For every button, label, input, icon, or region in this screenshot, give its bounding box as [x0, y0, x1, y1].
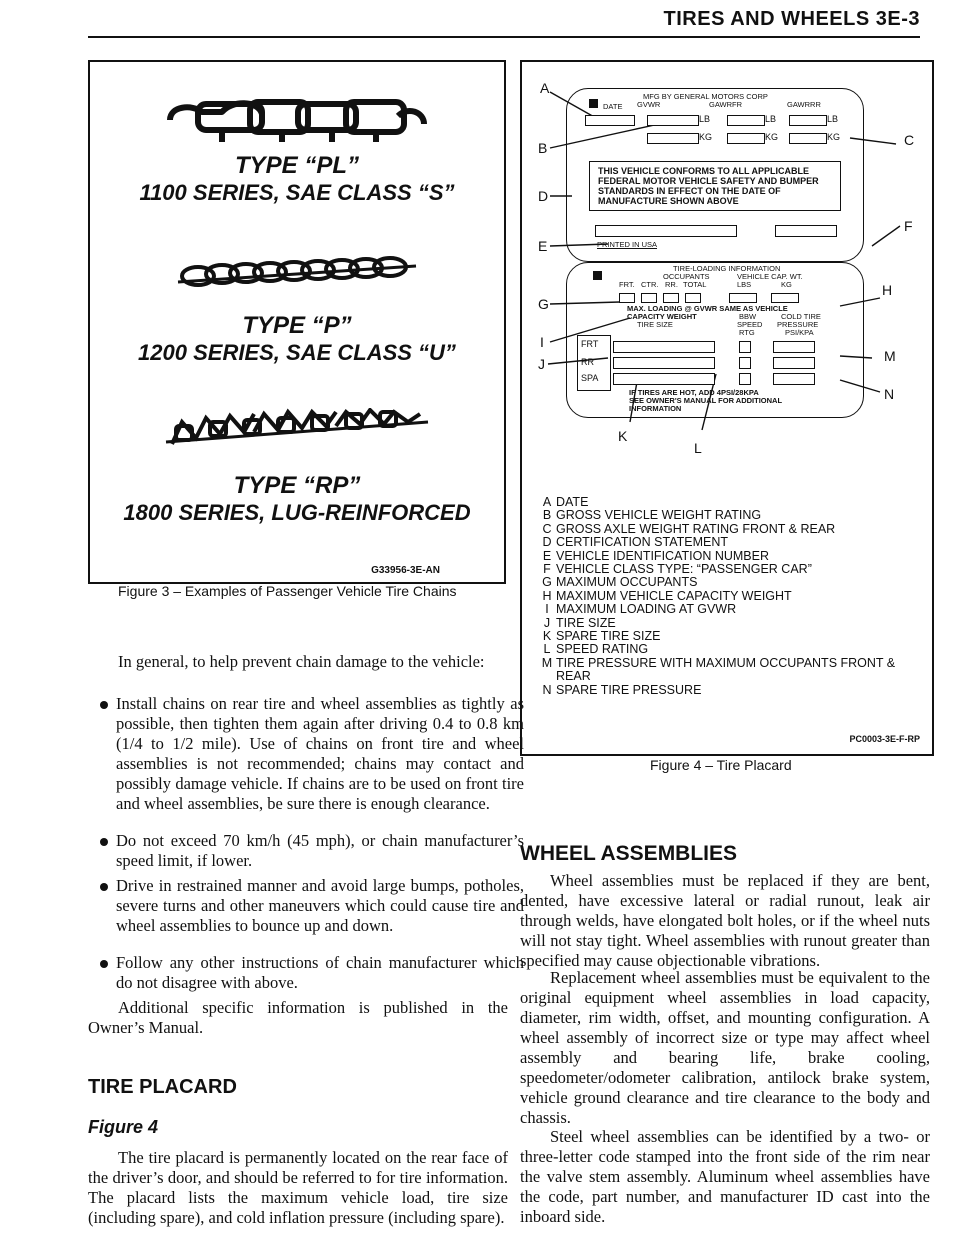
legend-text: GROSS VEHICLE WEIGHT RATING [556, 508, 762, 523]
capacity-weight-label: VEHICLE CAP. WT. [737, 272, 803, 281]
occupants-label: OCCUPANTS [663, 272, 710, 281]
figure-4-code: PC0003-3E-F-RP [849, 734, 920, 744]
figure-4-caption: Figure 4 – Tire Placard [650, 757, 792, 773]
legend-letter: M [541, 655, 553, 670]
total-label: TOTAL [683, 280, 707, 289]
date-label: DATE [603, 102, 623, 111]
legend-text: TIRE SIZE [556, 615, 616, 630]
legend-text: TIRE PRESSURE WITH MAXIMUM OCCUPANTS FRONT & REAR [556, 655, 896, 684]
vin-box [595, 225, 737, 237]
lb-unit: LB [827, 114, 839, 124]
legend-item [538, 684, 918, 697]
vehicle-class-box [775, 225, 837, 237]
callout-letter: K [618, 428, 628, 444]
legend-item [538, 617, 918, 630]
legend-letter: I [545, 602, 549, 617]
legend-letter: K [542, 629, 552, 644]
type-pl-name: TYPE “PL” [234, 152, 360, 179]
gawrrr-lb-box [789, 115, 827, 126]
legend-letter: D [542, 535, 552, 550]
legend-letter: C [542, 521, 552, 536]
callout-letter: I [540, 334, 544, 350]
tire-placard-heading: TIRE PLACARD [88, 1076, 237, 1098]
chain-rp-illustration [162, 408, 432, 452]
frt-pressure-box [773, 341, 815, 353]
legend-letter: F [543, 562, 551, 577]
legend-letter: G [542, 575, 552, 590]
legend-letter: H [542, 588, 552, 603]
spa-row-label: SPA [581, 373, 599, 383]
legend-item [538, 536, 918, 549]
frt-row-label: FRT [581, 339, 599, 349]
max-loading-text: MAX. LOADING @ GVWR SAME AS VEHICLE [627, 304, 788, 313]
legend-letter: N [542, 682, 552, 697]
legend-text: MAXIMUM LOADING AT GVWR [556, 602, 737, 617]
page-header-title: TIRES AND WHEELS 3E-3 [663, 8, 920, 30]
capacity-kg-box [771, 293, 799, 303]
occupants-total-box [685, 293, 701, 303]
rr-pressure-box [773, 357, 815, 369]
gvwr-lb-box [647, 115, 699, 126]
legend-item [538, 496, 918, 509]
tire-loading-title: TIRE-LOADING INFORMATION [673, 264, 781, 273]
callout-letter: G [538, 296, 549, 312]
type-rp-name: TYPE “RP” [233, 472, 361, 499]
bullet-text: Do not exceed 70 km/h (45 mph), or chain manufacturer’s speed limit, if lower. [116, 831, 524, 870]
certification-label-panel [566, 88, 864, 262]
callout-letter: H [882, 282, 893, 298]
figure-3-code: G33956-3E-AN [371, 565, 440, 576]
wheel-assemblies-heading: WHEEL ASSEMBLIES [520, 842, 738, 865]
tire-size-label: TIRE SIZE [637, 320, 673, 329]
header-rule [88, 36, 920, 38]
spa-tire-size-box [613, 373, 715, 385]
legend-text: DATE [556, 495, 589, 509]
legend-item [538, 509, 918, 522]
capacity-weight-text: CAPACITY WEIGHT [627, 312, 697, 321]
wheel-paragraph: Replacement wheel assemblies must be equivalent to the original equipment wheel assemblies in load capacity, diameter, rim width, offset, and mounting configuration. A wheel assembly of incorrect size or type may affect wheel assembly and bearing life, brake cooling, speedometer/odometer calibration, antilock brake system, vehicle ground clearance and tire clearance to the body and chassis. [520, 968, 930, 1127]
bullet-dot-icon [100, 838, 108, 846]
bullet-text: Drive in restrained manner and avoid large bumps, potholes, severe turns and other maneuvers which could cause tire and wheel assemblies to bounce up and down. [116, 876, 524, 935]
legend-item [538, 657, 918, 684]
gm-logo-icon [593, 271, 602, 280]
gawrrr-label: GAWRRR [787, 100, 821, 109]
hot-tire-note: IF TIRES ARE HOT, ADD 4PSI/28KPA [629, 388, 759, 397]
bullet-item [100, 876, 524, 936]
type-p-name: TYPE “P” [242, 312, 352, 339]
pressure-label: PRESSURE [777, 320, 819, 329]
callout-letter: A [540, 80, 550, 96]
spa-pressure-box [773, 373, 815, 385]
callout-letter: J [538, 356, 545, 372]
legend-text: VEHICLE IDENTIFICATION NUMBER [556, 548, 769, 563]
legend-item [538, 590, 918, 603]
legend-letter: B [542, 508, 552, 523]
kg-unit: KG [765, 132, 779, 142]
callout-letter: D [538, 188, 549, 204]
legend-item [538, 630, 918, 643]
callout-letter: N [884, 386, 895, 402]
legend-item [538, 523, 918, 536]
printed-in-usa-text: PRINTED IN USA [597, 240, 658, 249]
legend-text: CERTIFICATION STATEMENT [556, 535, 728, 550]
callout-letter: L [694, 440, 702, 456]
callout-letter: F [904, 218, 913, 234]
rr-speed-box [739, 357, 751, 369]
wheel-paragraph: Wheel assemblies must be replaced if they are bent, dented, have excessive lateral or radial runout, leak air through welds, have elongated bolt holes, or if the wheel nuts will not stay tight. Wheel assemblies with runout greater than specified may cause objectionable vibrations. [520, 871, 930, 970]
owners-manual-note: SEE OWNER'S MANUAL FOR ADDITIONAL [629, 396, 783, 405]
row-label-box [577, 335, 611, 391]
gawrrr-kg-box [789, 133, 827, 144]
gvwr-label: GVWR [637, 100, 661, 109]
speed-label: SPEED [737, 320, 763, 329]
legend-text: SPARE TIRE SIZE [556, 629, 661, 644]
occupants-front-box [619, 293, 635, 303]
callout-letter: M [884, 348, 896, 364]
frt-label: FRT. [619, 280, 635, 289]
type-pl-series: 1100 SERIES, SAE CLASS “S” [139, 180, 455, 205]
frt-speed-box [739, 341, 751, 353]
callout-letter: B [538, 140, 548, 156]
frt-tire-size-box [613, 341, 715, 353]
legend-letter: L [543, 642, 551, 657]
occupants-center-box [641, 293, 657, 303]
legend-letter: E [542, 548, 552, 563]
legend-text: SPEED RATING [556, 642, 649, 657]
rr-label: RR. [665, 280, 678, 289]
lbs-label: LBS [737, 280, 752, 289]
bullet-dot-icon [100, 960, 108, 968]
legend-letter: J [543, 615, 551, 630]
occupants-rear-box [663, 293, 679, 303]
rr-tire-size-box [613, 357, 715, 369]
kg-label: KG [781, 280, 792, 289]
spa-speed-box [739, 373, 751, 385]
gm-logo-icon [589, 99, 598, 108]
legend-text: MAXIMUM VEHICLE CAPACITY WEIGHT [556, 588, 792, 603]
figure-4-reference: Figure 4 [88, 1117, 159, 1137]
callout-letter: E [538, 238, 548, 254]
legend-item [538, 603, 918, 616]
kg-unit: KG [699, 132, 713, 142]
legend-item [538, 576, 918, 589]
rr-row-label: RR [581, 357, 594, 367]
bbw-label: BBW [739, 312, 757, 321]
lb-unit: LB [699, 114, 711, 124]
rtg-label: RTG [739, 328, 755, 337]
certification-statement-text: THIS VEHICLE CONFORMS TO ALL APPLICABLE FEDERAL MOTOR VEHICLE SAFETY AND BUMPER STANDARDS IN EFFECT ON THE DATE OF MANUFACTURE SHOWN ABOVE [598, 166, 819, 206]
tire-loading-panel [566, 262, 864, 418]
legend-item [538, 550, 918, 563]
figure-4-legend [538, 496, 918, 697]
legend-text: GROSS AXLE WEIGHT RATING FRONT & REAR [556, 521, 836, 536]
bullet-dot-icon [100, 701, 108, 709]
lb-unit: LB [765, 114, 777, 124]
chain-p-illustration [172, 256, 422, 292]
bullet-item [100, 694, 524, 814]
bullet-text: Install chains on rear tire and wheel assemblies as tightly as possible, then tighten them again after driving 0.4 to 0.8 km (1/4 to 1/2 mile). Use of chains on front tire and wheel assemblies is not recommended; chains may contact and possibly damage vehicle. If chains are to be used on front tire and wheel assemblies, be sure there is enough clearance. [116, 694, 524, 813]
figure-3-box [88, 60, 506, 584]
legend-text: VEHICLE CLASS TYPE: “PASSENGER CAR” [556, 562, 812, 577]
legend-letter: A [542, 495, 552, 509]
gvwr-kg-box [647, 133, 699, 144]
mfg-text: MFG BY GENERAL MOTORS CORP [643, 92, 768, 101]
bullet-item [100, 953, 524, 993]
legend-item [538, 643, 918, 656]
type-p-series: 1200 SERIES, SAE CLASS “U” [138, 340, 456, 365]
additional-info-paragraph: Additional specific information is published in the Owner’s Manual. [88, 998, 508, 1037]
certification-statement-box [589, 161, 841, 211]
capacity-lbs-box [729, 293, 757, 303]
ctr-label: CTR. [641, 280, 659, 289]
bullet-item [100, 831, 524, 871]
bullet-text: Follow any other instructions of chain manufacturer which do not disagree with above. [116, 953, 524, 992]
psi-kpa-label: PSI/KPA [785, 328, 814, 337]
callout-letter: C [904, 132, 915, 148]
information-note: INFORMATION [629, 404, 682, 413]
figure-3-caption: Figure 3 – Examples of Passenger Vehicle Tire Chains [118, 583, 457, 599]
wheel-paragraph: Steel wheel assemblies can be identified by a two- or three-letter code stamped into the front side of the rim near the valve stem assembly. Aluminum wheel assemblies have the code, part number, and manufacturer ID cast into the inboard side. [520, 1127, 930, 1226]
gawrfr-kg-box [727, 133, 765, 144]
gawrfr-lb-box [727, 115, 765, 126]
date-field-box [585, 115, 635, 126]
legend-text: SPARE TIRE PRESSURE [556, 682, 702, 697]
chain-intro-paragraph: In general, to help prevent chain damage to the vehicle: [118, 652, 485, 671]
legend-item [538, 563, 918, 576]
cold-tire-label: COLD TIRE [781, 312, 821, 321]
gawrfr-label: GAWRFR [709, 100, 743, 109]
kg-unit: KG [827, 132, 841, 142]
tire-placard-paragraph: The tire placard is permanently located on the rear face of the driver’s door, and should be referred to for tire information. The placard lists the maximum vehicle load, tire size (including spare), and cold inflation pressure (including spare). [88, 1148, 508, 1227]
type-rp-series: 1800 SERIES, LUG-REINFORCED [123, 500, 471, 525]
bullet-dot-icon [100, 883, 108, 891]
chain-pl-illustration [162, 90, 432, 146]
legend-text: MAXIMUM OCCUPANTS [556, 575, 698, 590]
